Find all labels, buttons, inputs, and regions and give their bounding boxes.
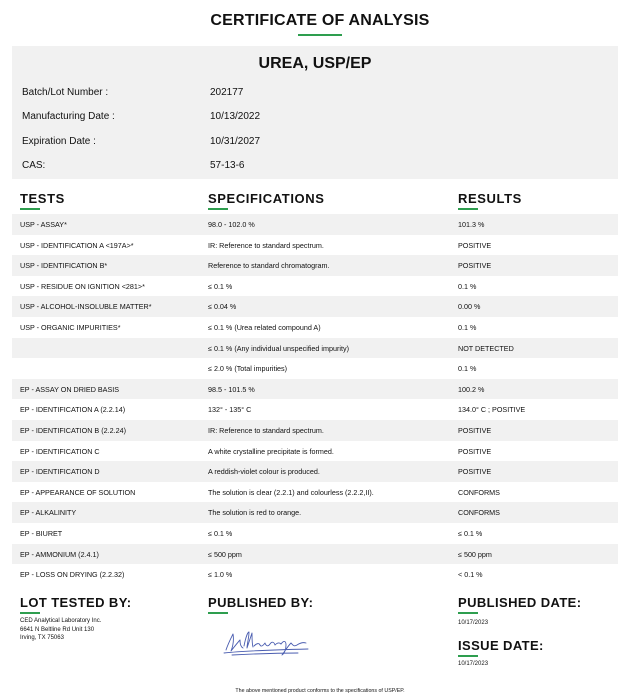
published-date-underline <box>458 612 478 614</box>
product-name: UREA, USP/EP <box>258 55 372 72</box>
test-cell: USP - RESIDUE ON IGNITION <281>* <box>20 281 145 291</box>
published-date-heading: PUBLISHED DATE: <box>458 595 582 610</box>
table-row <box>12 461 618 482</box>
expiration-date-value: 10/31/2027 <box>210 136 261 147</box>
specification-cell: ≤ 2.0 % (Total impurities) <box>208 364 288 374</box>
table-row <box>12 544 618 565</box>
manufacturing-date-value: 10/13/2022 <box>210 111 261 122</box>
table-row <box>12 502 618 523</box>
table-row <box>12 255 618 276</box>
specifications-header-underline <box>208 208 228 210</box>
test-cell: EP - IDENTIFICATION C <box>20 446 100 456</box>
signature-stroke <box>224 649 308 653</box>
result-cell: CONFORMS <box>458 508 500 518</box>
specification-cell: 98.5 - 101.5 % <box>208 384 255 394</box>
tests-header-underline <box>20 208 40 210</box>
specification-cell: A white crystalline precipitate is formed. <box>208 446 334 456</box>
table-row <box>12 564 618 585</box>
published-by-underline <box>208 612 228 614</box>
specification-cell: A reddish-violet colour is produced. <box>208 467 320 477</box>
test-cell: USP - IDENTIFICATION B* <box>20 261 108 271</box>
test-cell: EP - IDENTIFICATION B (2.2.24) <box>20 425 126 435</box>
lab-address <box>20 617 101 643</box>
result-cell: CONFORMS <box>458 487 500 497</box>
result-cell: 0.1 % <box>458 281 477 291</box>
test-cell: USP - ALCOHOL-INSOLUBLE MATTER* <box>20 302 152 312</box>
results-column-header: RESULTS <box>458 191 522 206</box>
test-cell: USP - IDENTIFICATION A <197A>* <box>20 240 134 250</box>
test-cell: EP - ASSAY ON DRIED BASIS <box>20 384 120 394</box>
table-row <box>12 523 618 544</box>
specification-cell: Reference to standard chromatogram. <box>208 261 330 271</box>
test-cell: EP - IDENTIFICATION A (2.2.14) <box>20 405 126 415</box>
lab-name: CED Analytical Laboratory Inc. <box>20 618 102 624</box>
title-underline <box>298 34 342 36</box>
test-cell: USP - ORGANIC IMPURITIES* <box>20 322 121 332</box>
lot-tested-by-heading: LOT TESTED BY: <box>20 595 132 610</box>
result-cell: 0.1 % <box>458 322 477 332</box>
published-by-heading: PUBLISHED BY: <box>208 595 314 610</box>
result-cell: POSITIVE <box>458 261 492 271</box>
specifications-column-header: SPECIFICATIONS <box>208 191 325 206</box>
specification-cell: ≤ 0.1 % (Urea related compound A) <box>208 322 321 332</box>
table-row <box>12 420 618 441</box>
test-cell: USP - ASSAY* <box>20 220 67 229</box>
specification-cell: IR: Reference to standard spectrum. <box>208 425 324 435</box>
table-row <box>12 317 618 338</box>
table-row <box>12 296 618 317</box>
lab-street: 6641 N Beltline Rd Unit 130 <box>20 626 95 633</box>
published-date-value: 10/17/2023 <box>458 620 489 626</box>
signature-image <box>222 626 312 660</box>
result-cell: 0.00 % <box>458 302 481 312</box>
test-cell: EP - BIURET <box>20 528 63 538</box>
specification-cell: ≤ 500 ppm <box>208 549 242 559</box>
signature-stroke <box>226 634 243 651</box>
test-cell: EP - AMMONIUM (2.4.1) <box>20 549 99 559</box>
signature-stroke <box>254 642 281 646</box>
table-row <box>12 338 618 359</box>
result-cell: NOT DETECTED <box>458 343 514 353</box>
result-cell: ≤ 500 ppm <box>458 549 492 559</box>
signature-stroke <box>232 653 298 655</box>
specification-cell: ≤ 0.04 % <box>208 302 237 312</box>
specification-cell: 98.0 - 102.0 % <box>208 220 255 229</box>
result-cell: 100.2 % <box>458 384 485 394</box>
table-row <box>12 379 618 400</box>
lab-city: Irving, TX 75063 <box>20 635 64 642</box>
result-cell: ≤ 0.1 % <box>458 528 483 538</box>
specification-cell: 132° - 135° C <box>208 405 252 415</box>
specification-cell: ≤ 0.1 % <box>208 528 233 538</box>
result-cell: < 0.1 % <box>458 570 483 580</box>
issue-date-heading: ISSUE DATE: <box>458 638 544 653</box>
manufacturing-date-label: Manufacturing Date : <box>22 111 115 122</box>
issue-date-underline <box>458 655 478 657</box>
batch-value: 202177 <box>210 87 244 98</box>
result-cell: POSITIVE <box>458 467 492 477</box>
cas-value: 57-13-6 <box>210 160 245 171</box>
specification-cell: ≤ 1.0 % <box>208 570 233 580</box>
result-cell: 101.3 % <box>458 220 485 229</box>
result-cell: POSITIVE <box>458 425 492 435</box>
results-table <box>12 214 618 585</box>
table-row <box>12 399 618 420</box>
lot-tested-by-underline <box>20 612 40 614</box>
table-row <box>12 276 618 297</box>
conformance-note: The above mentioned product conforms to the specifications of USP/EP. <box>235 688 405 694</box>
result-cell: 0.1 % <box>458 364 477 374</box>
issue-date-value: 10/17/2023 <box>458 661 489 667</box>
product-info-box <box>12 46 618 179</box>
expiration-date-label: Expiration Date : <box>22 136 96 147</box>
document-title: CERTIFICATE OF ANALYSIS <box>210 12 430 29</box>
table-row <box>12 441 618 462</box>
specification-cell: ≤ 0.1 % <box>208 281 233 291</box>
test-cell: EP - LOSS ON DRYING (2.2.32) <box>20 570 125 580</box>
specification-cell: The solution is clear (2.2.1) and colourless (2.2.2,II). <box>208 487 374 497</box>
result-cell: POSITIVE <box>458 240 492 250</box>
result-cell: 134.0° C ; POSITIVE <box>458 405 526 415</box>
specification-cell: The solution is red to orange. <box>208 508 302 518</box>
test-cell: EP - ALKALINITY <box>20 508 77 518</box>
results-header-underline <box>458 208 478 210</box>
table-row <box>12 482 618 503</box>
test-cell: EP - IDENTIFICATION D <box>20 467 100 477</box>
batch-label: Batch/Lot Number : <box>22 87 109 98</box>
table-row <box>12 214 618 235</box>
table-row <box>12 235 618 256</box>
specification-cell: IR: Reference to standard spectrum. <box>208 240 324 250</box>
cas-label: CAS: <box>22 160 46 171</box>
table-row <box>12 358 618 379</box>
result-cell: POSITIVE <box>458 446 492 456</box>
test-cell: EP - APPEARANCE OF SOLUTION <box>20 487 136 497</box>
signature-stroke <box>244 632 253 648</box>
specification-cell: ≤ 0.1 % (Any individual unspecified impurity) <box>208 343 349 353</box>
tests-column-header: TESTS <box>20 191 65 206</box>
